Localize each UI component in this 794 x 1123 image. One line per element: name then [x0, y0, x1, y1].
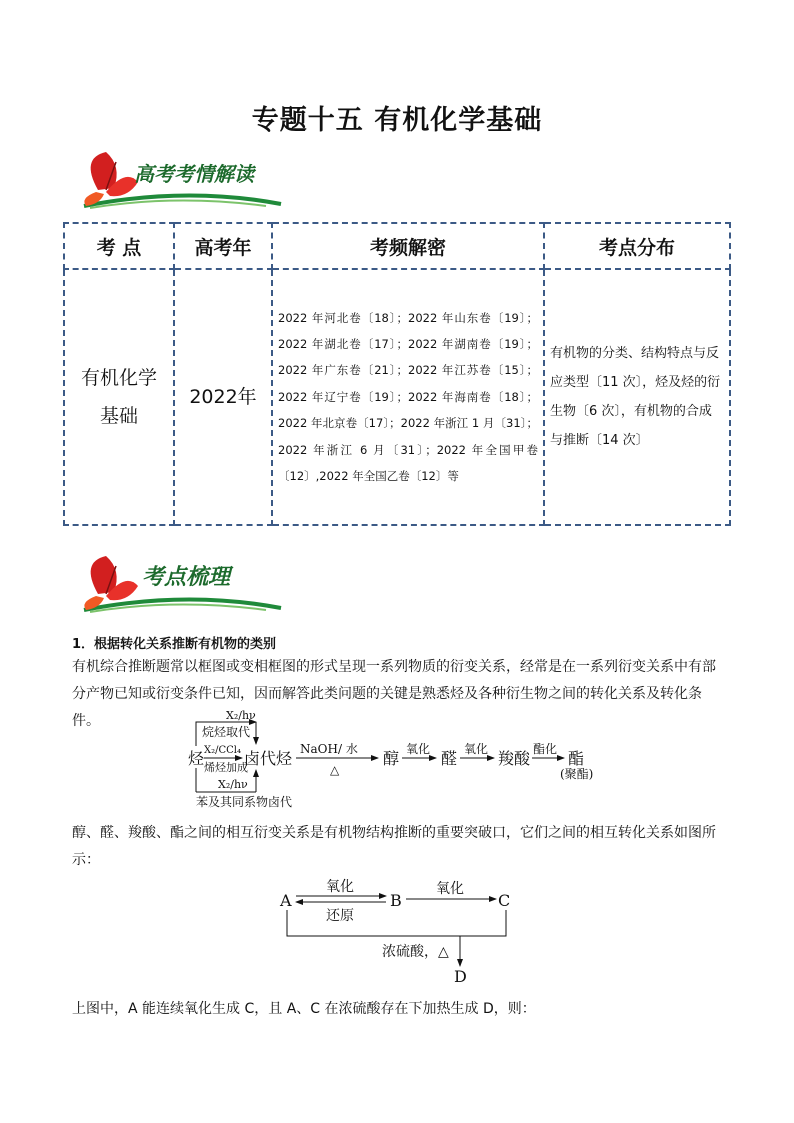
- conversion-chain-diagram: [180, 710, 620, 812]
- paragraph-relations: 醇、醛、羧酸、酯之间的相互衍变关系是有机物结构推断的重要突破口，它们之间的相互转化关系如图所示：: [72, 825, 716, 868]
- section-banner-key-points: [76, 552, 286, 622]
- label-c2-bottom: 烯烃加成: [204, 761, 248, 774]
- node-acid: 羧酸: [498, 749, 531, 768]
- header-topic: 考 点: [64, 223, 174, 269]
- label-bc-top: 氧化: [436, 881, 464, 897]
- label-c5: 氧化: [406, 742, 431, 756]
- abcd-diagram: [270, 870, 530, 990]
- exam-info-table: [63, 222, 731, 526]
- banner-title: 高考考情解读: [134, 162, 254, 186]
- label-c1-bottom: 烷烃取代: [202, 725, 251, 739]
- label-c4-top: NaOH/ 水: [300, 742, 358, 756]
- node-alcohol: 醇: [383, 749, 400, 768]
- paragraph-intro: 有机综合推断题常以框图或变相框图的形式呈现一系列物质的衍变关系，经常是在一系列衍变关系中有部分产物已知或衍变条件已知，因而解答此类问题的关键是熟悉烃及各种衍生物之间的转化关系及转化条件。: [72, 659, 716, 729]
- header-frequency: 考频解密: [272, 223, 544, 269]
- label-c2-top: X₂/CCl₄: [204, 745, 242, 756]
- cell-distribution: 有机物的分类、结构特点与反应类型〔11 次〕，烃及烃的衍生物〔6 次〕，有机物的合成与推断〔14 次〕: [544, 269, 730, 525]
- page-title: 专题十五 有机化学基础: [251, 105, 543, 136]
- node-d: D: [454, 967, 467, 986]
- node-ester: 酯: [568, 749, 585, 768]
- section-banner-exam-analysis: [76, 148, 286, 218]
- node-aldehyde: 醛: [441, 749, 458, 768]
- cell-year: 2022年: [174, 269, 272, 525]
- cell-topic: 有机化学基础: [64, 269, 174, 525]
- table-row: [64, 269, 730, 525]
- node-halide: 卤代烃: [244, 749, 293, 768]
- label-c6: 氧化: [464, 742, 489, 756]
- label-down: 浓硫酸，△: [382, 944, 449, 960]
- cell-frequency: 2022 年河北卷〔18〕；2022 年山东卷〔19〕；2022 年湖北卷〔17〕；2022 年湖南卷〔19〕；2022 年广东卷〔21〕；2022 年江苏卷〔15〕；2022 年辽宁卷〔19〕；2022 年海南卷〔18〕；2022 年北京卷〔17〕；2022 年浙江 1 月〔31〕；2022 年浙江 6 月〔31〕；2022 年全国甲卷〔12〕,2022 年全国乙卷〔12〕等: [272, 269, 544, 525]
- label-ab-bottom: 还原: [326, 908, 354, 924]
- node-hydrocarbon: 烃: [188, 749, 205, 768]
- label-c1-top: X₂/hν: [226, 710, 256, 722]
- table-header-row: [64, 223, 730, 269]
- label-ab-top: 氧化: [326, 879, 354, 895]
- label-c7: 酯化: [533, 742, 558, 756]
- node-a: A: [280, 891, 292, 910]
- header-year: 高考年: [174, 223, 272, 269]
- node-ester-note: (聚酯): [560, 767, 594, 781]
- label-c4-bottom: △: [330, 763, 340, 777]
- label-c3-top: X₂/hν: [218, 778, 248, 791]
- paragraph-conclusion: 上图中，A 能连续氧化生成 C，且 A、C 在浓硫酸存在下加热生成 D，则：: [72, 1001, 536, 1017]
- section-heading: 1．根据转化关系推断有机物的类别: [72, 637, 277, 652]
- banner-title: 考点梳理: [142, 564, 231, 590]
- node-c: C: [498, 891, 511, 910]
- header-distribution: 考点分布: [544, 223, 730, 269]
- label-c3-bottom: 苯及其同系物卤代: [196, 795, 293, 809]
- node-b: B: [390, 891, 402, 910]
